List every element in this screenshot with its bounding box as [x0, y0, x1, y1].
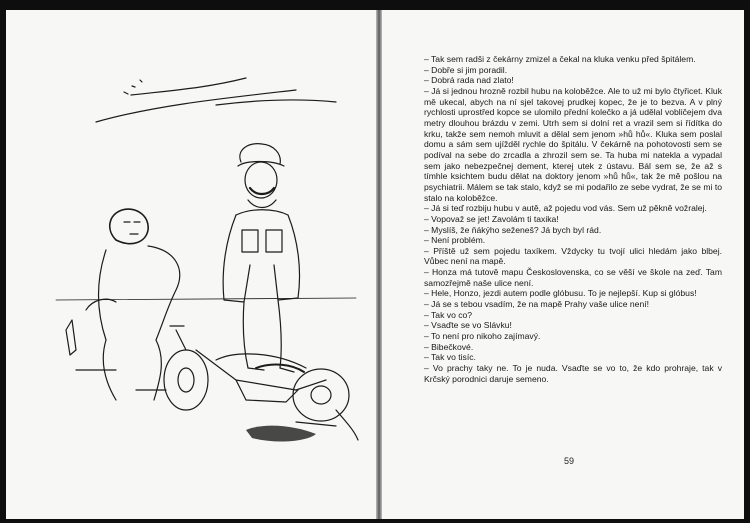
- paragraph: – Dobrá rada nad zlato!: [424, 75, 514, 86]
- paragraph: – Myslíš, že ňákýho seženeš? Já bych byl rád.: [424, 224, 602, 235]
- right-page: [382, 10, 744, 519]
- paragraph: – Tak vo co?: [424, 309, 473, 320]
- paragraph: – Vopovaž se jet! Zavolám ti taxika!: [424, 213, 559, 224]
- body-text: [424, 54, 722, 384]
- paragraph: – Hele, Honzo, jezdi autem podle glóbusu. To je nejlepší. Kup si glóbus!: [424, 288, 697, 299]
- paragraph: – Vsaďte se vo Slávku!: [424, 320, 512, 331]
- paragraph: – Není problém.: [424, 235, 486, 246]
- paragraph: – Dobře si jim poradil.: [424, 64, 508, 75]
- paragraph: – Bibečkové.: [424, 341, 474, 352]
- left-page: [6, 10, 376, 519]
- paragraph: – Já se s tebou vsadím, že na mapě Prahy vaše ulice není!: [424, 299, 649, 310]
- paragraph: – Já si teď rozbiju hubu v autě, až pojedu vod vás. Sem už pěkně vožralej.: [424, 203, 707, 214]
- paragraph: – Příště už sem pojedu taxíkem. Vždycky tu tvojí ulici hledám jako blbej. Vůbec není na mapě.: [424, 245, 722, 267]
- paragraph: – Já si jednou hrozně rozbil hubu na koloběžce. Ale to už mi bylo čtyřicet. Kluk mě ukecal, abych na ní sjel takovej prudkej kopec, že je to bezva. A v plný rychlosti uprostřed kopce se ulomilo přední kolečko a já udělal vobličejem dva metry dlouhou brázdu v zemi. Utrh sem si dolní ret a vrazil sem si řídítka do krku, takže sem nemoh mluvit a dělal sem jenom »hů hů«. Kluka sem poslal domu a sám sem ujížděl rychle do špitálu. V čekárně na pohotovosti sem se podíval na sebe do zrcadla a zhrozil sem se. Ta huba mi natekla a vypadal sem jako nebezpečnej dement, kterej utek z ústavu. Bál sem se, že až s tímhle ksichtem budu dělat na doktory jenom »hů hů«, tak že mě pošlou na psychiatrii. Málem se tak stalo, když se mi podařilo ze sebe vydrat, že se mi to stalo na koloběžce.: [424, 85, 722, 203]
- paragraph: – To není pro nikoho zajímavý.: [424, 331, 541, 342]
- paragraph: – Tak sem radši z čekárny zmizel a čekal na kluka venku před špitálem.: [424, 54, 696, 64]
- paragraph: – Vo prachy taky ne. To je nuda. Vsaďte se vo to, že kdo prohraje, tak v Krčský porodnici daruje semeno.: [424, 363, 722, 384]
- paragraph: – Honza má tutově mapu Československa, co se věší ve škole na zeď. Tam samozřejmě naše ulice není.: [424, 267, 722, 288]
- motorcycle-illustration: [36, 50, 376, 470]
- page-number: 59: [563, 456, 574, 466]
- paragraph: – Tak vo tisíc.: [424, 352, 476, 363]
